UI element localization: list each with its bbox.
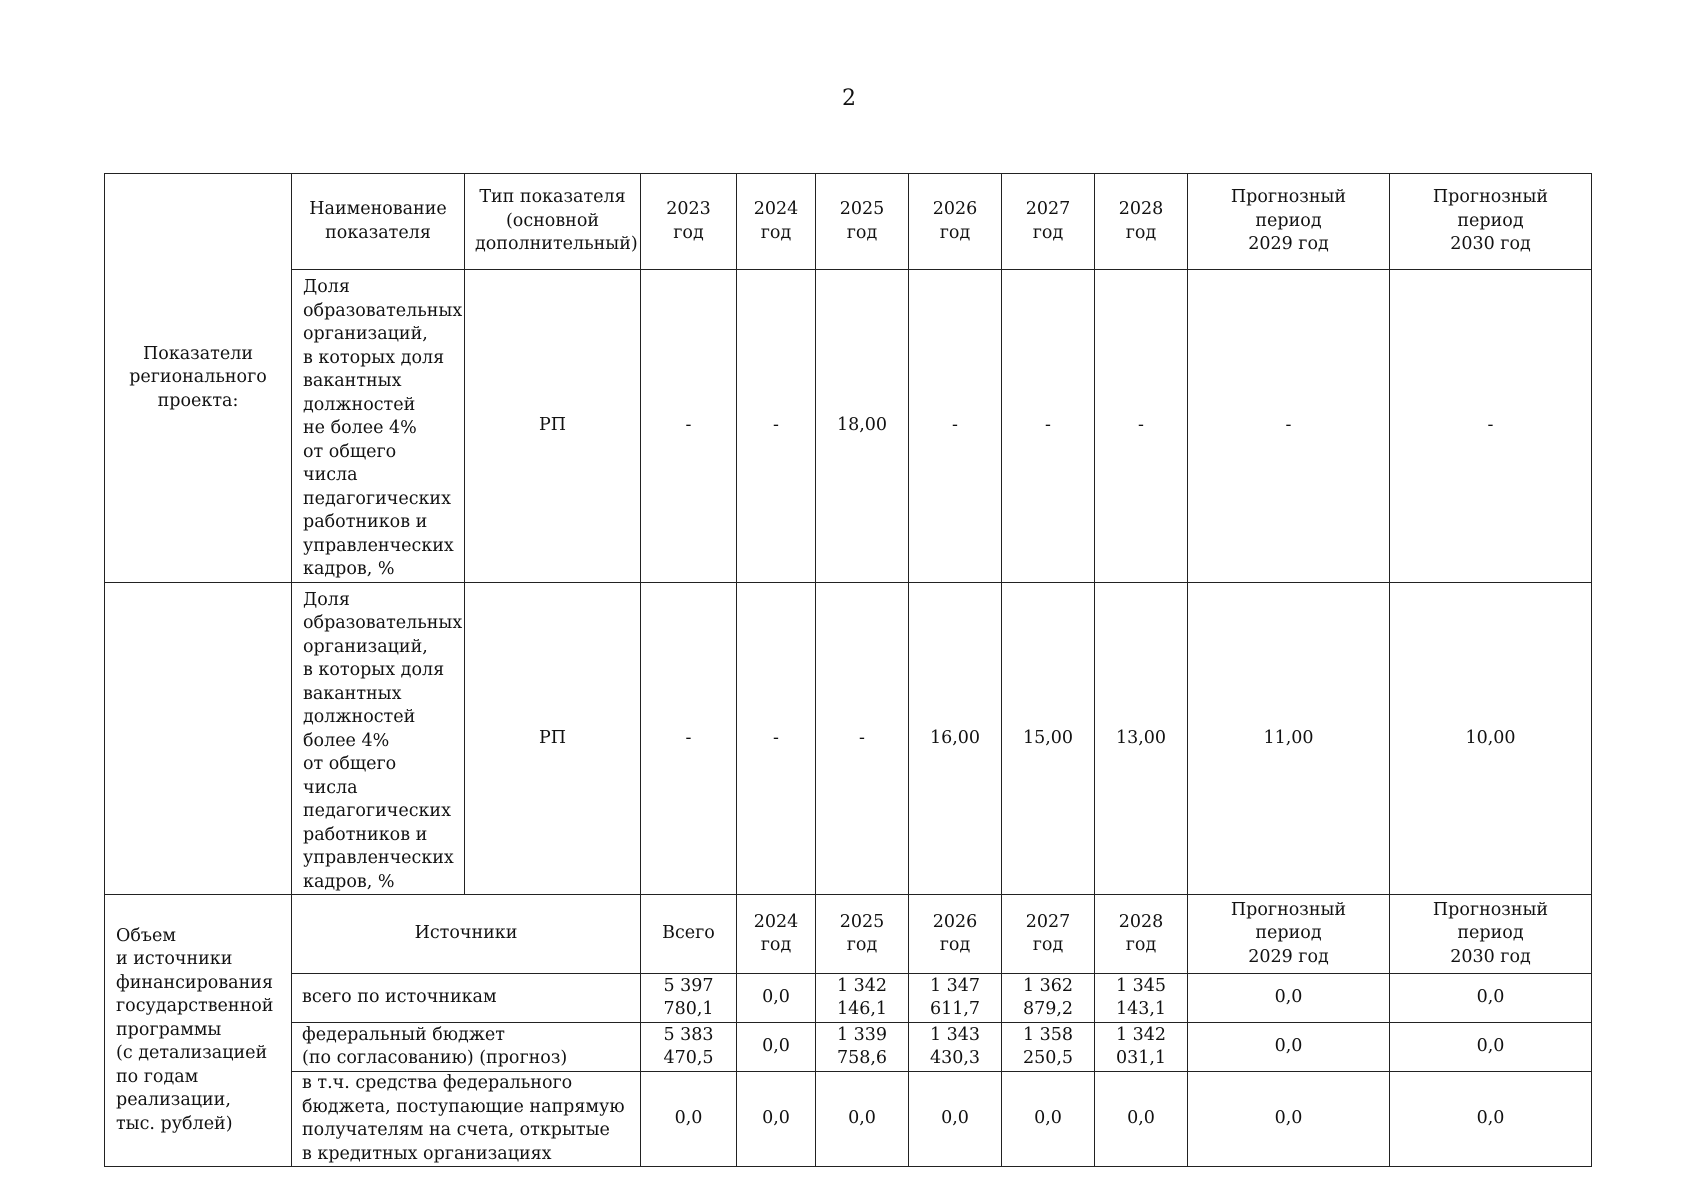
page-number: 2 bbox=[842, 86, 856, 111]
header-year-2028: 2028 год bbox=[1095, 895, 1188, 974]
header-year-2028: 2028 год bbox=[1095, 174, 1188, 270]
indicator-name: Доля образовательных организаций, в которых доля вакантных должностей более 4% от общего числа педагогических работников и управленческих кадров, % bbox=[292, 582, 465, 895]
indicators-section-label: Показатели регионального проекта: bbox=[105, 174, 292, 583]
header-sources: Источники bbox=[292, 895, 641, 974]
value-2030: 10,00 bbox=[1390, 582, 1592, 895]
header-forecast-2029: Прогнозный период 2029 год bbox=[1188, 895, 1390, 974]
value-2025: 1 339 758,6 bbox=[816, 1023, 909, 1072]
financing-source: всего по источникам bbox=[292, 974, 641, 1023]
value-2024: 0,0 bbox=[737, 1023, 816, 1072]
financing-source: федеральный бюджет (по согласованию) (прогноз) bbox=[292, 1023, 641, 1072]
project-passport-table bbox=[104, 173, 1592, 1167]
value-2024: 0,0 bbox=[737, 974, 816, 1023]
indicator-type: РП bbox=[465, 270, 641, 583]
value-2026: 1 343 430,3 bbox=[909, 1023, 1002, 1072]
value-2026: 1 347 611,7 bbox=[909, 974, 1002, 1023]
header-total: Всего bbox=[641, 895, 737, 974]
financing-row bbox=[105, 974, 1592, 1023]
value-2025: - bbox=[816, 582, 909, 895]
value-2027: - bbox=[1002, 270, 1095, 583]
value-2029: 0,0 bbox=[1188, 1023, 1390, 1072]
financing-row bbox=[105, 1023, 1592, 1072]
financing-section-label: Объем и источники финансирования государственной программы (с детализацией по годам реализации, тыс. рублей) bbox=[105, 895, 292, 1167]
value-2026: 16,00 bbox=[909, 582, 1002, 895]
value-2026: 0,0 bbox=[909, 1072, 1002, 1167]
value-2028: 0,0 bbox=[1095, 1072, 1188, 1167]
value-2030: 0,0 bbox=[1390, 1023, 1592, 1072]
indicators-header-row bbox=[105, 174, 1592, 270]
header-year-2025: 2025 год bbox=[816, 895, 909, 974]
value-2029: 0,0 bbox=[1188, 974, 1390, 1023]
value-total: 5 383 470,5 bbox=[641, 1023, 737, 1072]
value-2030: 0,0 bbox=[1390, 1072, 1592, 1167]
value-2026: - bbox=[909, 270, 1002, 583]
value-2023: - bbox=[641, 270, 737, 583]
header-year-2027: 2027 год bbox=[1002, 174, 1095, 270]
value-2025: 0,0 bbox=[816, 1072, 909, 1167]
value-2029: - bbox=[1188, 270, 1390, 583]
indicator-name: Доля образовательных организаций, в которых доля вакантных должностей не более 4% от общего числа педагогических работников и управленческих кадров, % bbox=[292, 270, 465, 583]
financing-header-row bbox=[105, 895, 1592, 974]
value-2027: 1 362 879,2 bbox=[1002, 974, 1095, 1023]
value-2025: 1 342 146,1 bbox=[816, 974, 909, 1023]
value-total: 0,0 bbox=[641, 1072, 737, 1167]
indicator-row bbox=[105, 270, 1592, 583]
value-2029: 11,00 bbox=[1188, 582, 1390, 895]
header-indicator-name: Наименование показателя bbox=[292, 174, 465, 270]
value-2028: 13,00 bbox=[1095, 582, 1188, 895]
header-forecast-2030: Прогнозный период 2030 год bbox=[1390, 174, 1592, 270]
indicator-row bbox=[105, 582, 1592, 895]
financing-source: в т.ч. средства федерального бюджета, поступающие напрямую получателям на счета, открытые в кредитных организациях bbox=[292, 1072, 641, 1167]
value-2027: 15,00 bbox=[1002, 582, 1095, 895]
header-forecast-2029: Прогнозный период 2029 год bbox=[1188, 174, 1390, 270]
header-year-2024: 2024 год bbox=[737, 174, 816, 270]
financing-row bbox=[105, 1072, 1592, 1167]
header-year-2024: 2024 год bbox=[737, 895, 816, 974]
header-year-2027: 2027 год bbox=[1002, 895, 1095, 974]
value-2028: 1 342 031,1 bbox=[1095, 1023, 1188, 1072]
value-2024: - bbox=[737, 270, 816, 583]
value-2028: - bbox=[1095, 270, 1188, 583]
header-forecast-2030: Прогнозный период 2030 год bbox=[1390, 895, 1592, 974]
empty-section-cell bbox=[105, 582, 292, 895]
value-2024: 0,0 bbox=[737, 1072, 816, 1167]
header-year-2025: 2025 год bbox=[816, 174, 909, 270]
value-2023: - bbox=[641, 582, 737, 895]
header-year-2026: 2026 год bbox=[909, 174, 1002, 270]
value-2028: 1 345 143,1 bbox=[1095, 974, 1188, 1023]
value-2029: 0,0 bbox=[1188, 1072, 1390, 1167]
value-2027: 0,0 bbox=[1002, 1072, 1095, 1167]
indicator-type: РП bbox=[465, 582, 641, 895]
value-total: 5 397 780,1 bbox=[641, 974, 737, 1023]
header-year-2023: 2023 год bbox=[641, 174, 737, 270]
value-2030: - bbox=[1390, 270, 1592, 583]
header-year-2026: 2026 год bbox=[909, 895, 1002, 974]
header-indicator-type: Тип показателя (основной дополнительный) bbox=[465, 174, 641, 270]
value-2030: 0,0 bbox=[1390, 974, 1592, 1023]
value-2027: 1 358 250,5 bbox=[1002, 1023, 1095, 1072]
value-2025: 18,00 bbox=[816, 270, 909, 583]
value-2024: - bbox=[737, 582, 816, 895]
